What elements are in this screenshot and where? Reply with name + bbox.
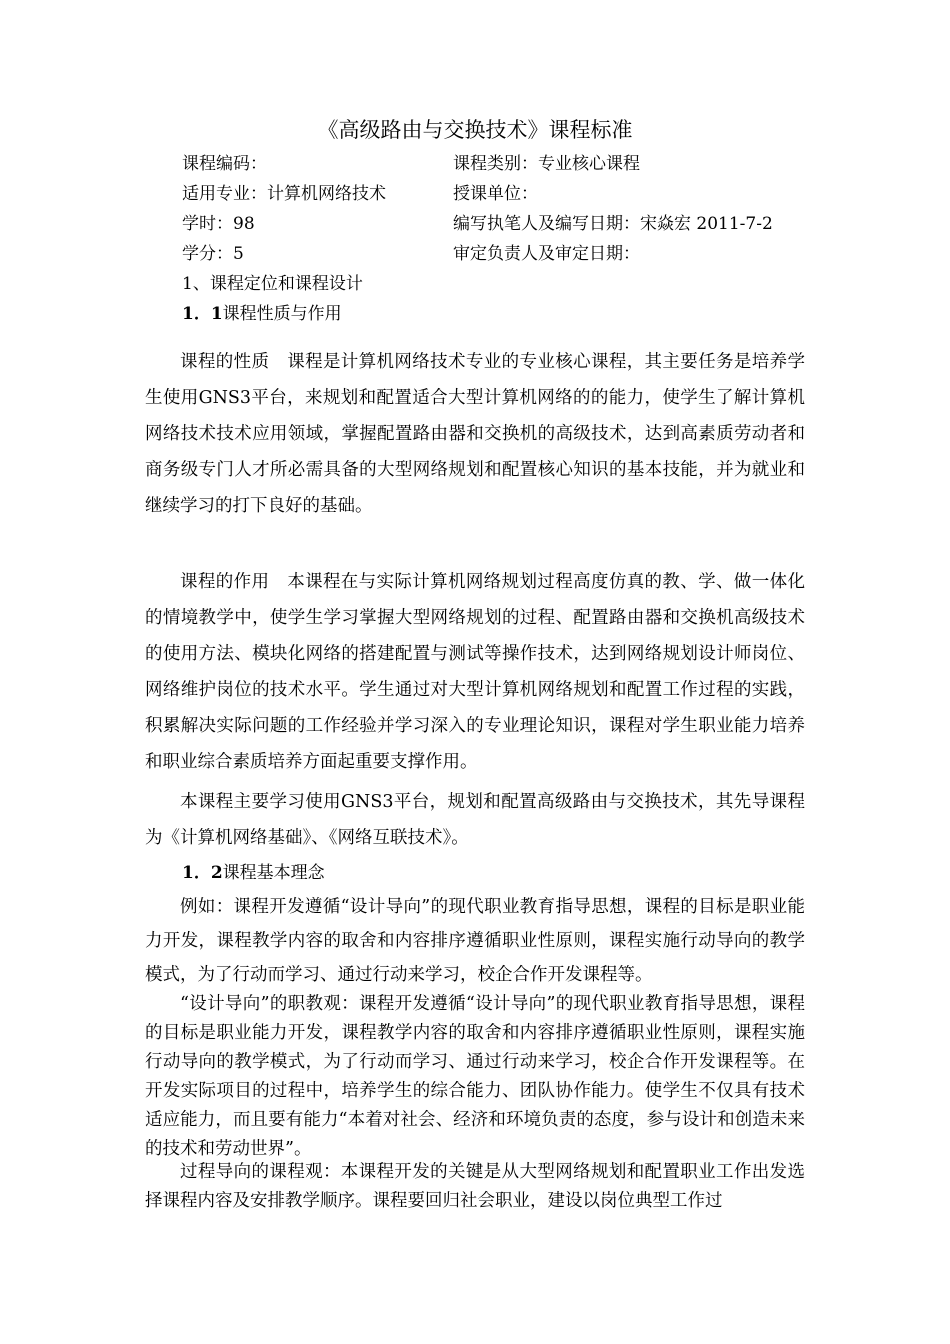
teaching-unit: 授课单位： <box>453 184 538 204</box>
applicable-major: 适用专业：计算机网络技术 <box>182 184 386 204</box>
paragraph-design-oriented: “设计导向”的职教观：课程开发遵循“设计导向”的现代职业教育指导思想，课程的目标是职业能力开发，课程教学内容的取舍和内容排序遵循职业性原则，课程实施行动导向的教学模式，为了行动而学习、通过行动来学习，校企合作开发课程等。在开发实际项目的过程中，培养学生的综合能力、团队协作能力。使学生不仅具有技术适应能力，而且要有能力“本着对社会、经济和环境负责的态度，参与设计和创造未来的技术和劳动世界”。 <box>145 994 805 1159</box>
document-title: 《高级路由与交换技术》课程标准 <box>317 118 633 142</box>
paragraph-process-oriented: 过程导向的课程观：本课程开发的关键是从大型网络规划和配置职业工作出发选择课程内容及安排教学顺序。课程要回归社会职业，建设以岗位典型工作过 <box>145 1162 805 1211</box>
paragraph-example: 例如：课程开发遵循“设计导向”的现代职业教育指导思想，课程的目标是职业能力开发，课程教学内容的取舍和内容排序遵循职业性原则，课程实施行动导向的教学模式，为了行动而学习、通过行动来学习，校企合作开发课程等。 <box>145 897 805 985</box>
paragraph-course-nature: 课程的性质 课程是计算机网络技术专业的专业核心课程，其主要任务是培养学生使用GNS3平台，来规划和配置适合大型计算机网络的的能力，使学生了解计算机网络技术技术应用领域，掌握配置路由器和交换机的高级技术，达到高素质劳动者和商务级专门人才所必需具备的大型网络规划和配置核心知识的基本技能，并为就业和继续学习的打下良好的基础。 <box>145 352 805 516</box>
section-1-1-heading <box>182 301 342 327</box>
section-1-2-title: 课程基本理念 <box>222 863 325 883</box>
section-1-2-heading <box>182 860 325 886</box>
course-type: 课程类别：专业核心课程 <box>453 154 640 174</box>
course-hours: 学时：98 <box>182 214 255 234</box>
course-credits: 学分：5 <box>182 244 244 264</box>
section-1-2-number: 1．2 <box>182 863 223 883</box>
section-1-1-title: 课程性质与作用 <box>222 304 342 324</box>
author-date: 编写执笔人及编写日期：宋焱宏 2011-7-2 <box>453 214 773 234</box>
paragraph-course-prerequisites: 本课程主要学习使用GNS3平台，规划和配置高级路由与交换技术，其先导课程为《计算机网络基础》、《网络互联技术》。 <box>145 792 805 848</box>
section-1-1-number: 1．1 <box>182 304 223 324</box>
reviewer-date: 审定负责人及审定日期： <box>453 244 640 264</box>
course-code: 课程编码： <box>182 154 267 174</box>
section-1-heading: 1、课程定位和课程设计 <box>182 274 363 294</box>
paragraph-course-role: 课程的作用 本课程在与实际计算机网络规划过程高度仿真的教、学、做一体化的情境教学中，使学生学习掌握大型网络规划的过程、配置路由器和交换机高级技术的使用方法、模块化网络的搭建配置与测试等操作技术，达到网络规划设计师岗位、网络维护岗位的技术水平。学生通过对大型计算机网络规划和配置工作过程的实践，积累解决实际问题的工作经验并学习深入的专业理论知识，课程对学生职业能力培养和职业综合素质培养方面起重要支撑作用。 <box>145 572 805 772</box>
